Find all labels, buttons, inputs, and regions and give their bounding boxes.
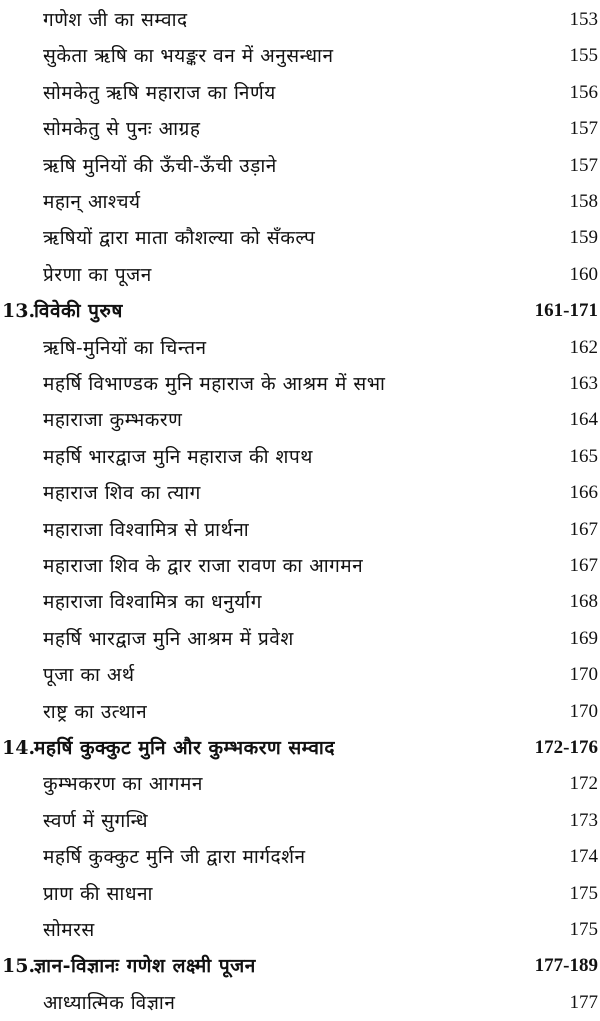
entry-title: महर्षि विभाण्डक मुनि महाराज के आश्रम में सभा	[43, 373, 386, 395]
toc-entry-row	[0, 912, 600, 948]
chapter-row	[0, 293, 600, 329]
toc-entry-row	[0, 475, 600, 511]
entry-title: महर्षि भारद्वाज मुनि आश्रम में प्रवेश	[43, 627, 294, 650]
entry-page-number: 172	[569, 773, 598, 795]
toc-entry-row	[0, 257, 600, 293]
entry-page-number: 160	[569, 263, 598, 285]
entry-page-number: 165	[569, 445, 598, 467]
toc-entry-row	[0, 111, 600, 147]
chapter-row	[0, 948, 600, 984]
toc-entry-row	[0, 75, 600, 111]
chapter-page-range: 177-189	[534, 955, 598, 977]
chapter-page-range: 172-176	[534, 737, 598, 758]
entry-title: गणेश जी का सम्वाद	[43, 9, 188, 31]
entry-title: सुकेता ऋषि का भयङ्कर वन में अनुसन्धान	[43, 45, 334, 68]
toc-entry-row	[0, 439, 600, 475]
chapter-row	[0, 730, 600, 766]
entry-page-number: 157	[569, 154, 598, 176]
toc-entry-row	[0, 512, 600, 548]
entry-title: महाराजा विश्वामित्र का धनुर्याग	[43, 591, 262, 614]
toc-entry-row	[0, 766, 600, 802]
chapter-page-range: 161-171	[534, 300, 598, 322]
entry-page-number: 175	[569, 882, 598, 904]
entry-title: महाराज शिव का त्याग	[43, 482, 201, 505]
entry-page-number: 167	[569, 518, 598, 540]
toc-entry-row	[0, 839, 600, 875]
chapter-number: 13.	[2, 300, 36, 323]
entry-page-number: 153	[569, 9, 598, 30]
entry-page-number: 166	[569, 482, 598, 504]
entry-page-number: 169	[569, 627, 598, 649]
entry-title: राष्ट्र का उत्थान	[43, 700, 148, 723]
entry-page-number: 158	[569, 191, 598, 212]
entry-page-number: 170	[569, 700, 598, 722]
entry-title: कुम्भकरण का आगमन	[43, 773, 203, 796]
entry-page-number: 155	[569, 45, 598, 67]
toc-entry-row	[0, 876, 600, 912]
toc-entry-row	[0, 803, 600, 839]
toc-entry-row	[0, 330, 600, 366]
entry-title: महान् आश्चर्य	[43, 191, 141, 213]
entry-title: पूजा का अर्थ	[43, 664, 135, 687]
entry-title: ऋषियों द्वारा माता कौशल्या को सँकल्प	[43, 227, 316, 250]
toc-entry-row	[0, 985, 600, 1021]
entry-page-number: 157	[569, 118, 598, 140]
chapter-number: 15.	[2, 955, 36, 978]
entry-title: ऋषि मुनियों की ऊँची-ऊँची उड़ाने	[43, 154, 277, 177]
entry-title: सोमरस	[43, 919, 95, 941]
entry-title: महाराजा शिव के द्वार राजा रावण का आगमन	[43, 555, 364, 577]
toc-entry-row	[0, 621, 600, 657]
entry-page-number: 170	[569, 664, 598, 686]
toc-entry-row	[0, 402, 600, 438]
entry-title: ऋषि-मुनियों का चिन्तन	[43, 336, 207, 359]
chapter-title: ज्ञान-विज्ञानः गणेश लक्ष्मी पूजन	[34, 955, 256, 978]
entry-title: महर्षि कुक्कुट मुनि जी द्वारा मार्गदर्शन	[43, 846, 306, 869]
toc-entry-row	[0, 220, 600, 256]
entry-title: प्रेरणा का पूजन	[43, 263, 152, 286]
chapter-number: 14.	[2, 737, 36, 759]
toc-entry-row	[0, 148, 600, 184]
toc-entry-row	[0, 584, 600, 620]
entry-page-number: 167	[569, 555, 598, 576]
entry-title: आध्यात्मिक विज्ञान	[43, 991, 176, 1014]
toc-entry-row	[0, 657, 600, 693]
entry-title: स्वर्ण में सुगन्धि	[43, 809, 149, 832]
entry-page-number: 159	[569, 227, 598, 249]
entry-page-number: 163	[569, 373, 598, 394]
toc-entry-row	[0, 2, 600, 38]
entry-title: महर्षि भारद्वाज मुनि महाराज की शपथ	[43, 445, 313, 468]
chapter-title: विवेकी पुरुष	[34, 300, 123, 323]
entry-page-number: 174	[569, 846, 598, 868]
toc-entry-row	[0, 548, 600, 584]
entry-page-number: 164	[569, 409, 598, 431]
entry-title: महाराजा कुम्भकरण	[43, 409, 183, 432]
entry-title: सोमकेतु ऋषि महाराज का निर्णय	[43, 81, 276, 104]
toc-entry-row	[0, 38, 600, 74]
entry-page-number: 177	[569, 991, 598, 1013]
entry-page-number: 162	[569, 336, 598, 358]
chapter-title: महर्षि कुक्कुट मुनि और कुम्भकरण सम्वाद	[34, 737, 335, 759]
toc-entry-row	[0, 694, 600, 730]
entry-page-number: 173	[569, 809, 598, 831]
entry-title: महाराजा विश्वामित्र से प्रार्थना	[43, 518, 250, 541]
toc-entry-row	[0, 184, 600, 220]
entry-page-number: 175	[569, 919, 598, 940]
entry-page-number: 168	[569, 591, 598, 613]
entry-title: प्राण की साधना	[43, 882, 153, 905]
toc-entry-row	[0, 366, 600, 402]
entry-title: सोमकेतु से पुनः आग्रह	[43, 118, 201, 141]
entry-page-number: 156	[569, 81, 598, 103]
